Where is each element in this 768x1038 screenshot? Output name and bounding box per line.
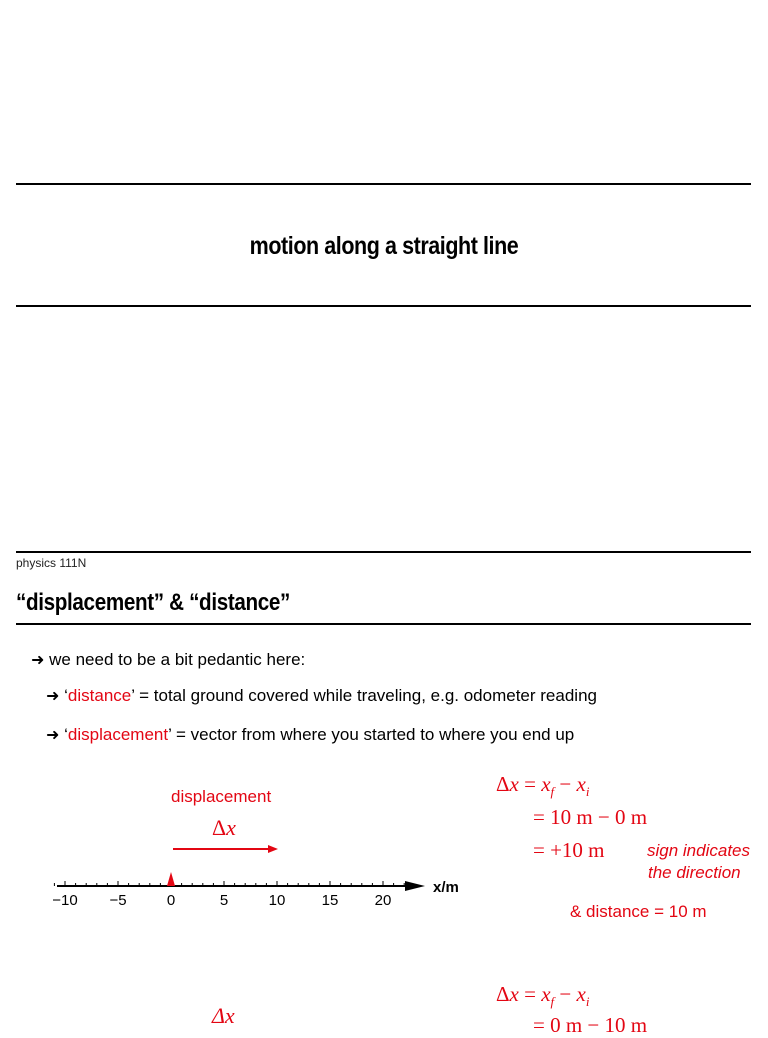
delta-var: x — [226, 815, 236, 840]
section-title: “displacement” & “distance” — [16, 589, 291, 616]
equation2-line2: = 0 m − 10 m — [533, 1013, 648, 1037]
delta-symbol: Δ — [212, 815, 227, 840]
displacement-arrowhead — [268, 845, 278, 853]
sign-note-line1: sign indicates — [647, 841, 751, 860]
tick-label: 10 — [268, 892, 286, 909]
quote-open: ‘ — [64, 725, 68, 744]
section-title-rule — [16, 623, 751, 625]
delta-x-label-2: Δx — [212, 1003, 235, 1028]
bullet-text: we need to be a bit pedantic here: — [49, 650, 306, 669]
title-bottom-rule — [16, 305, 751, 307]
displacement-label: displacement — [171, 787, 272, 806]
start-marker — [167, 872, 175, 886]
equation2-line1: $\Delta x = x_f - x_i$ — [496, 982, 590, 1010]
tick-label: 20 — [374, 892, 392, 909]
slide2-top-rule — [16, 551, 751, 553]
axis-label: x/m — [433, 879, 459, 896]
equation1-line1: $\Delta x = x_f - x_i$ — [496, 772, 590, 800]
slide-title: motion along a straight line — [249, 232, 519, 260]
bullet-pedantic — [31, 650, 305, 670]
arrow-bullet-icon: ➜ — [46, 688, 60, 705]
axis-arrowhead — [405, 881, 425, 891]
number-line — [40, 830, 470, 920]
bullet-displacement — [46, 725, 574, 745]
tick-label: 15 — [321, 892, 339, 909]
bullet-text: ’ = vector from where you started to where you end up — [168, 725, 575, 744]
top-rule — [16, 183, 751, 185]
tick-label: 5 — [219, 892, 229, 909]
tick-label: −10 — [52, 892, 78, 909]
arrow-bullet-icon: ➜ — [46, 727, 60, 744]
equation1-line2: = 10 m − 0 m — [533, 805, 648, 829]
term-distance: distance — [67, 686, 132, 705]
bullet-text: ’ = total ground covered while traveling, e.g. odometer reading — [131, 686, 597, 705]
quote-open: ‘ — [64, 686, 68, 705]
term-displacement: displacement — [67, 725, 169, 744]
arrow-bullet-icon: ➜ — [31, 652, 45, 669]
course-label: physics 111N — [16, 556, 87, 570]
sign-note-line2: the direction — [648, 863, 741, 882]
bullet-distance — [46, 686, 597, 706]
equation1-line3: = +10 m — [533, 838, 605, 862]
distance-value: & distance = 10 m — [570, 902, 707, 921]
tick-label: 0 — [166, 892, 176, 909]
tick-label: −5 — [109, 892, 127, 909]
